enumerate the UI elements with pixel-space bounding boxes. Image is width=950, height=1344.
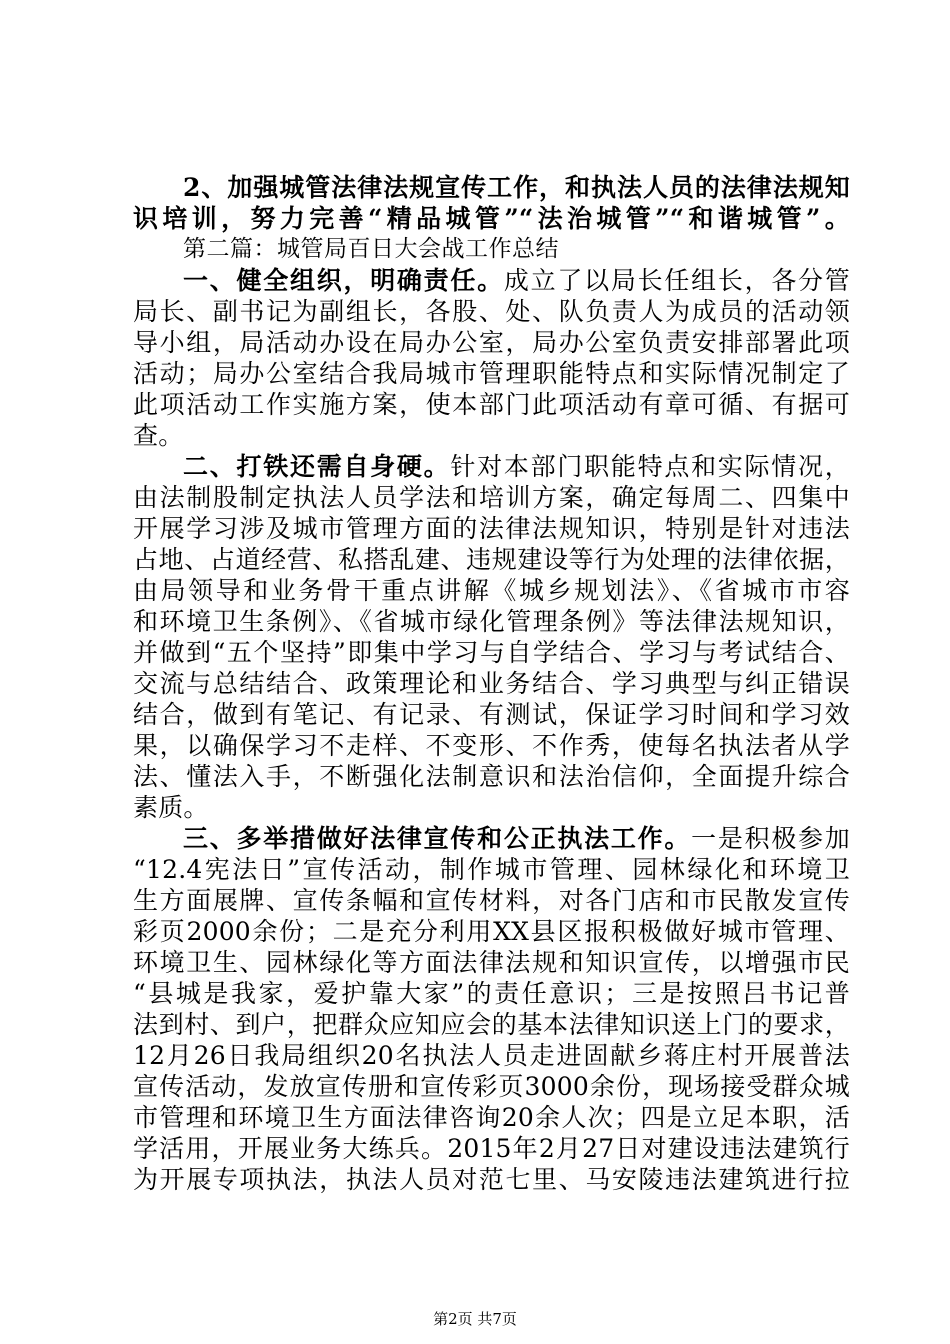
text-line [133,172,850,203]
line-text: 活动；局办公室结合我局城市管理职能特点和实际情况制定了 [133,359,850,388]
text-line [133,389,850,420]
line-text: 局长、副书记为副组长，各股、处、队负责人为成员的活动领 [133,297,850,326]
text-line [133,606,850,637]
text-line [133,265,850,296]
text-line [133,730,850,761]
line-text: 素质。 [133,793,209,822]
text-line [133,1009,850,1040]
text-line [133,544,850,575]
line-text: 彩页2000余份；二是充分利用XX县区报积极做好城市管理、 [133,917,850,946]
text-line [133,358,850,389]
text-line [133,885,850,916]
line-text: 为开展专项执法，执法人员对范七里、马安陵违法建筑进行拉 [133,1165,850,1194]
text-line [133,823,850,854]
line-text: 法到村、到户，把群众应知应会的基本法律知识送上门的要求， [133,1010,850,1039]
text-line [133,203,850,234]
text-line [133,699,850,730]
line-text: 2、加强城管法律法规宣传工作，和执法人员的法律法规知 [183,173,850,202]
line-text: 市管理和环境卫生方面法律咨询20余人次；四是立足本职，活 [133,1103,850,1132]
line-text: 和环境卫生条例》、《省城市绿化管理条例》等法律法规知识， [133,607,850,636]
text-line [133,947,850,978]
text-line [133,575,850,606]
line-text: “县城是我家，爱护靠大家”的责任意识；三是按照吕书记普 [133,979,850,1008]
line-text: 果，以确保学习不走样、不变形、不作秀，使每名执法者从学 [133,731,850,760]
line-text: 12月26日我局组织20名执法人员走进固献乡蒋庄村开展普法 [133,1041,850,1070]
text-line [133,978,850,1009]
text-line [133,451,850,482]
text-line [133,1040,850,1071]
line-text: 开展学习涉及城市管理方面的法律法规知识，特别是针对违法 [133,514,850,543]
line-text: 环境卫生、园林绿化等方面法律法规和知识宣传，以增强市民 [133,948,850,977]
line-text: “12.4宪法日”宣传活动，制作城市管理、园林绿化和环境卫 [133,855,850,884]
line-text: 宣传活动，发放宣传册和宣传彩页3000余份，现场接受群众城 [133,1072,850,1101]
text-line [133,234,850,265]
line-text: 针对本部门职能特点和实际情况， [450,452,850,481]
text-line [133,296,850,327]
line-text: 导小组，局活动办设在局办公室，局办公室负责安排部署此项 [133,328,850,357]
text-line [133,1164,850,1195]
line-text: 结合，做到有笔记、有记录、有测试，保证学习时间和学习效 [133,700,850,729]
line-text: 一是积极参加 [691,824,850,853]
text-line [133,792,850,823]
text-line [133,327,850,358]
section-heading: 一、健全组织，明确责任。 [183,266,504,295]
section-heading: 二、打铁还需自身硬。 [183,452,451,481]
text-line [133,1102,850,1133]
text-line [133,1071,850,1102]
line-text: 法、懂法入手，不断强化法制意识和法治信仰，全面提升综合 [133,762,850,791]
line-text: 此项活动工作实施方案，使本部门此项活动有章可循、有据可 [133,390,850,419]
line-text: 并做到“五个坚持”即集中学习与自学结合、学习与考试结合、 [133,638,850,667]
line-text: 识培训，努力完善“精品城管”“法治城管”“和谐城管”。 [133,204,850,233]
text-line [133,513,850,544]
text-line [133,854,850,885]
text-line [133,761,850,792]
line-text: 生方面展牌、宣传条幅和宣传材料，对各门店和市民散发宣传 [133,886,850,915]
page-footer: 第2页 共7页 [433,1310,517,1328]
text-line [133,668,850,699]
line-text: 成立了以局长任组长，各分管 [503,266,850,295]
document-body [133,172,850,1195]
text-line [133,482,850,513]
line-text: 由法制股制定执法人员学法和培训方案，确定每周二、四集中 [133,483,850,512]
text-line [133,916,850,947]
line-text: 查。 [133,421,184,450]
section-heading: 三、多举措做好法律宣传和公正执法工作。 [183,824,692,853]
line-text: 第二篇：城管局百日大会战工作总结 [183,236,559,262]
line-text: 占地、占道经营、私搭乱建、违规建设等行为处理的法律依据， [133,545,850,574]
text-line [133,1133,850,1164]
line-text: 由局领导和业务骨干重点讲解《城乡规划法》、《省城市市容 [133,576,850,605]
text-line [133,420,850,451]
line-text: 交流与总结结合、政策理论和业务结合、学习典型与纠正错误 [133,669,850,698]
text-line [133,637,850,668]
line-text: 学活用，开展业务大练兵。2015年2月27日对建设违法建筑行 [133,1134,850,1163]
